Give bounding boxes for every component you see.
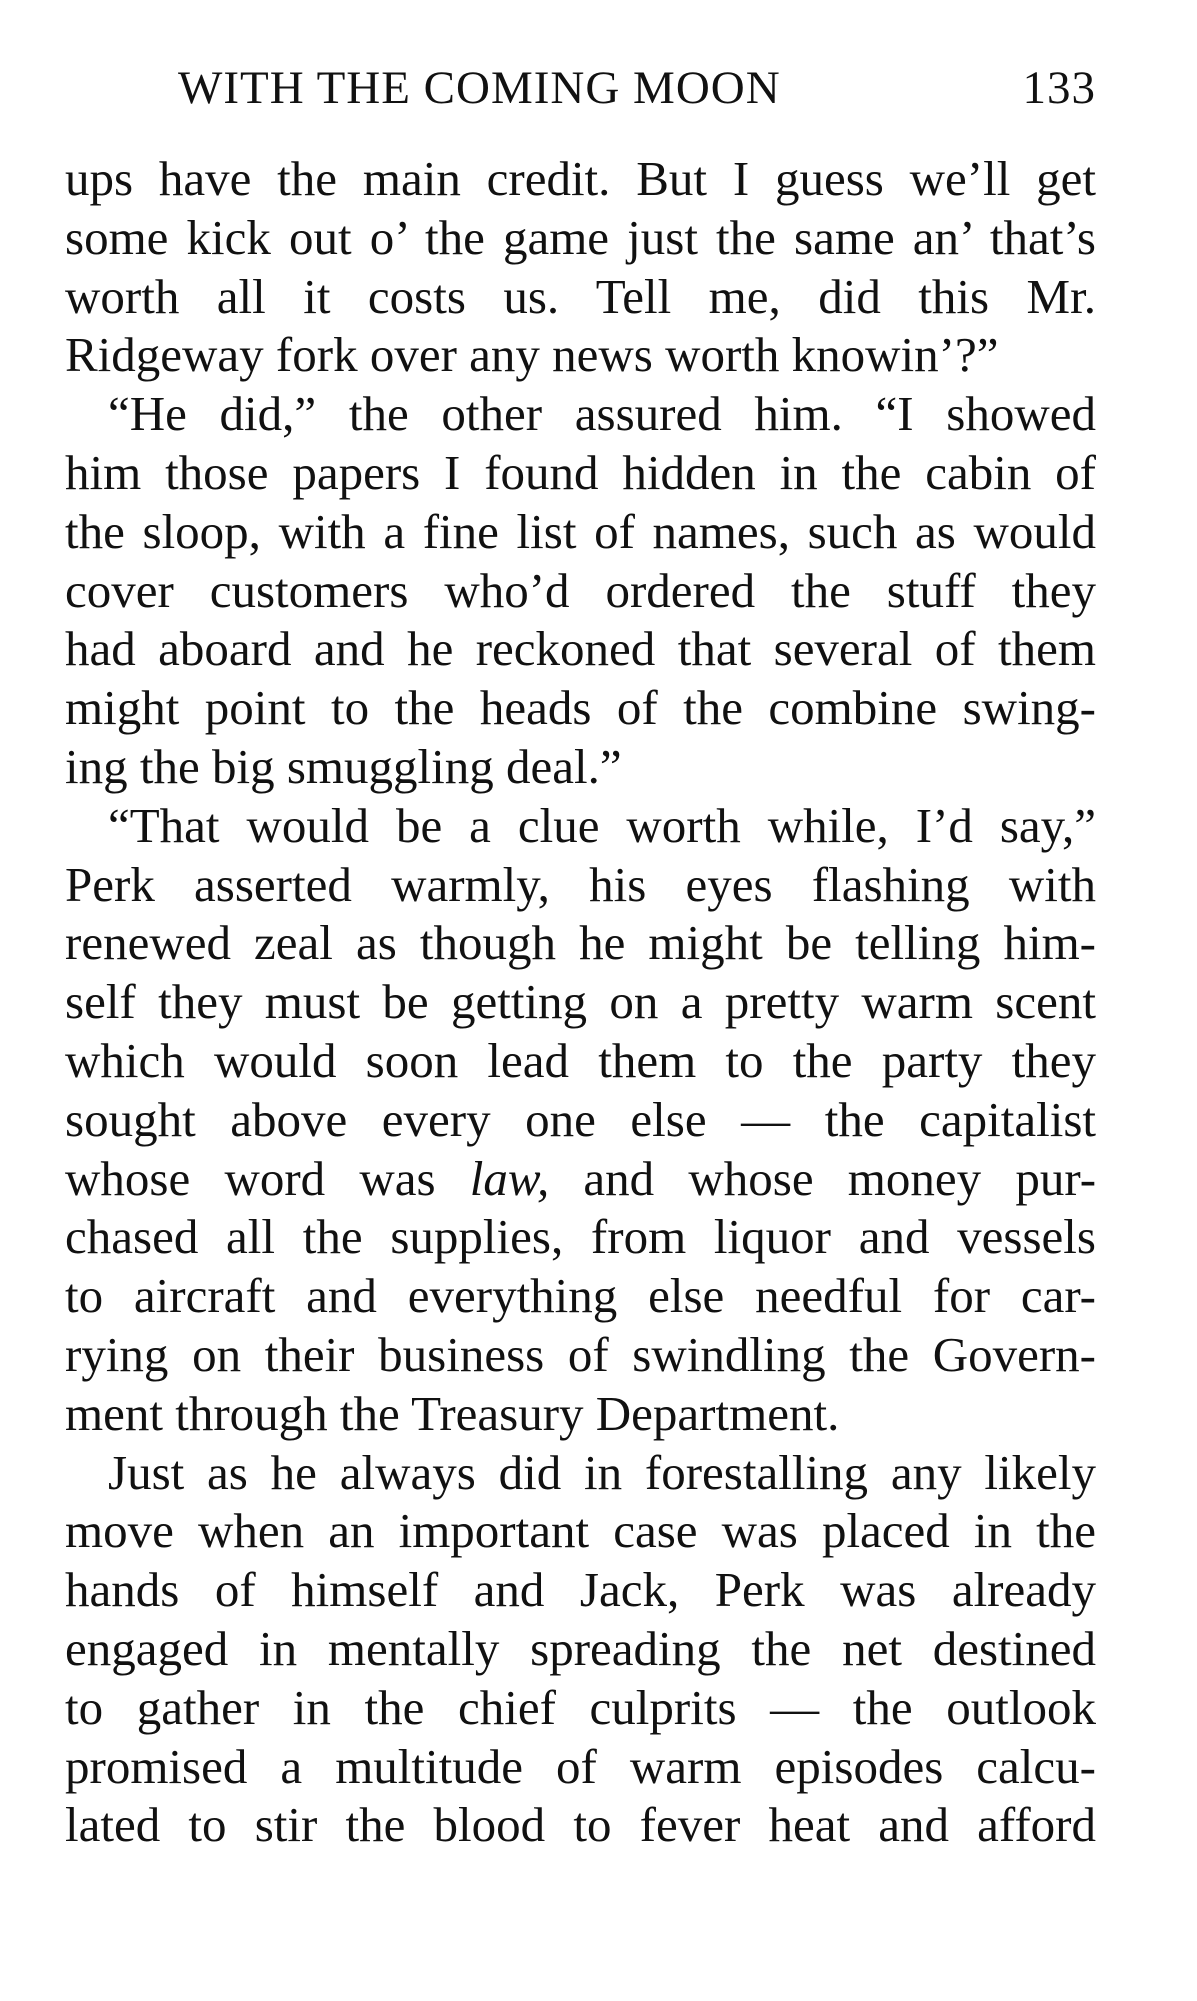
body-text — [65, 150, 1096, 1855]
text-line-with-italic — [65, 1150, 1096, 1209]
running-header — [178, 58, 1096, 118]
text-line: renewed zeal as though he might be telling him- — [65, 915, 1096, 971]
text-line: “That would be a clue worth while, I’d say,” — [108, 797, 1096, 853]
text-line: engaged in mentally spreading the net destined — [65, 1620, 1096, 1676]
text-line: the sloop, with a fine list of names, such as would — [65, 503, 1096, 559]
text-line: lated to stir the blood to fever heat and afford — [65, 1797, 1096, 1853]
text-line: cover customers who’d ordered the stuff they — [65, 562, 1096, 618]
text-line: ing the big smuggling deal.” — [65, 738, 622, 794]
text-line: him those papers I found hidden in the cabin of — [65, 444, 1096, 500]
text-line: might point to the heads of the combine swing- — [65, 680, 1096, 736]
text-line: sought above every one else — the capitalist — [65, 1091, 1096, 1147]
text-line: had aboard and he reckoned that several of them — [65, 621, 1096, 677]
text-line: rying on their business of swindling the Govern- — [65, 1326, 1096, 1382]
text-line: self they must be getting on a pretty warm scent — [65, 974, 1096, 1030]
text-line: ment through the Treasury Department. — [65, 1385, 840, 1441]
text-line: Just as he always did in forestalling any likely — [108, 1444, 1096, 1500]
text-line: Ridgeway fork over any news worth knowin’?” — [65, 327, 999, 383]
text-line: hands of himself and Jack, Perk was already — [65, 1562, 1096, 1618]
text-line: ups have the main credit. But I guess we’ll get — [65, 151, 1096, 206]
italic-word: law, — [469, 1150, 550, 1206]
line-middle: word was — [224, 1150, 436, 1206]
text-line: worth all it costs us. Tell me, did this Mr. — [65, 268, 1096, 324]
text-line: Perk asserted warmly, his eyes flashing with — [65, 856, 1096, 912]
line-prefix: whose — [65, 1150, 191, 1206]
text-line: promised a multitude of warm episodes calcu- — [65, 1738, 1096, 1794]
page-number: 133 — [1022, 62, 1096, 114]
text-line: “He did,” the other assured him. “I showed — [108, 386, 1096, 442]
line-suffix: and whose money pur- — [583, 1150, 1096, 1206]
running-title: WITH THE COMING MOON — [178, 62, 781, 114]
text-line: to aircraft and everything else needful for car- — [65, 1268, 1096, 1324]
text-line: to gather in the chief culprits — the outlook — [65, 1679, 1096, 1735]
text-line: move when an important case was placed in the — [65, 1503, 1096, 1559]
text-line: some kick out o’ the game just the same an’ that’s — [65, 209, 1096, 265]
text-line: chased all the supplies, from liquor and vessels — [65, 1209, 1096, 1265]
text-line: which would soon lead them to the party they — [65, 1032, 1096, 1088]
